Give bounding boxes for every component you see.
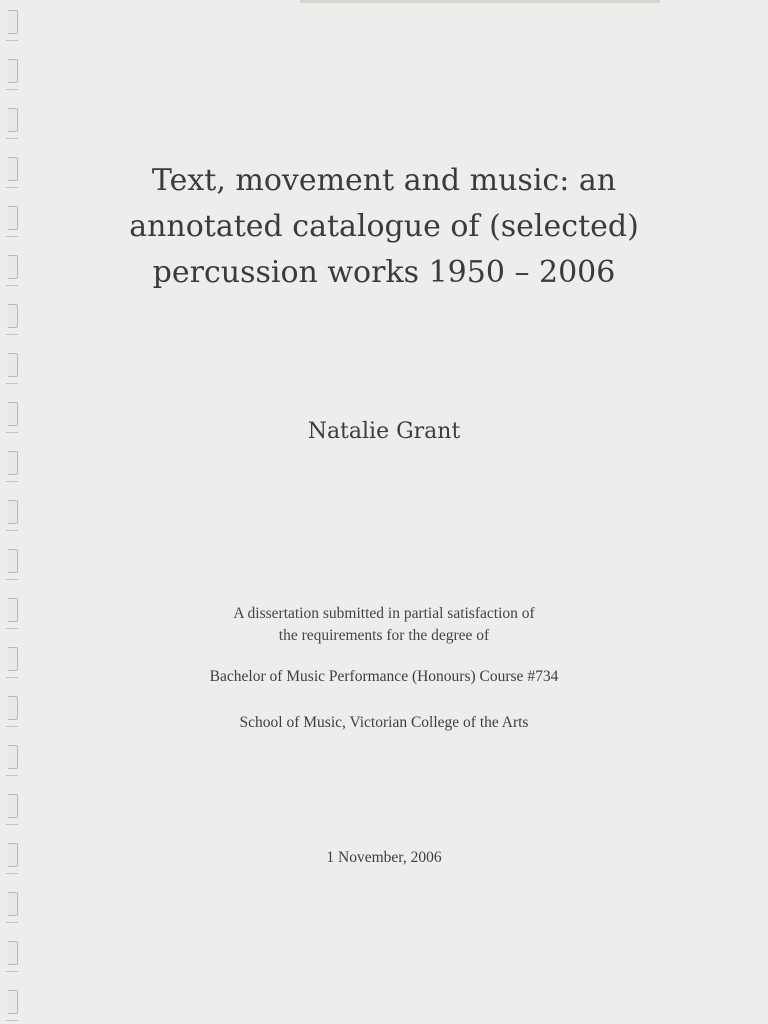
binding-tick — [6, 334, 18, 335]
author-name: Natalie Grant — [307, 419, 461, 444]
binding-tick — [6, 579, 18, 580]
binding-tick — [6, 775, 18, 776]
binding-tick — [6, 971, 18, 972]
binding-hole — [8, 10, 18, 34]
binding-tick — [6, 481, 18, 482]
binding-hole — [8, 451, 18, 475]
binding-tick — [6, 922, 18, 923]
title-line-1: Text, movement and music: an — [151, 163, 617, 198]
binding-tick — [6, 824, 18, 825]
binding-hole — [8, 941, 18, 965]
binding-tick — [6, 89, 18, 90]
binding-hole — [8, 794, 18, 818]
title-line-2: annotated catalogue of (selected) — [129, 209, 639, 244]
binding-tick — [6, 40, 18, 41]
degree-name: Bachelor of Music Performance (Honours) Course #734 — [209, 668, 559, 685]
binding-hole — [8, 990, 18, 1014]
title-line-3: percussion works 1950 – 2006 — [152, 255, 616, 290]
binding-tick — [6, 383, 18, 384]
binding-tick — [6, 138, 18, 139]
binding-hole — [8, 353, 18, 377]
submission-date: 1 November, 2006 — [326, 849, 442, 866]
document-title — [0, 158, 768, 296]
binding-hole — [8, 108, 18, 132]
spiral-binding — [0, 0, 28, 1024]
binding-hole — [8, 304, 18, 328]
binding-hole — [8, 745, 18, 769]
binding-tick — [6, 1020, 18, 1021]
binding-hole — [8, 500, 18, 524]
statement-line-2: the requirements for the degree of — [278, 627, 490, 644]
binding-tick — [6, 873, 18, 874]
binding-hole — [8, 549, 18, 573]
scan-shadow — [300, 0, 660, 3]
dissertation-statement — [0, 603, 768, 647]
binding-hole — [8, 59, 18, 83]
school-name: School of Music, Victorian College of the Arts — [239, 714, 529, 731]
binding-tick — [6, 530, 18, 531]
binding-hole — [8, 892, 18, 916]
statement-line-1: A dissertation submitted in partial satisfaction of — [233, 605, 535, 622]
